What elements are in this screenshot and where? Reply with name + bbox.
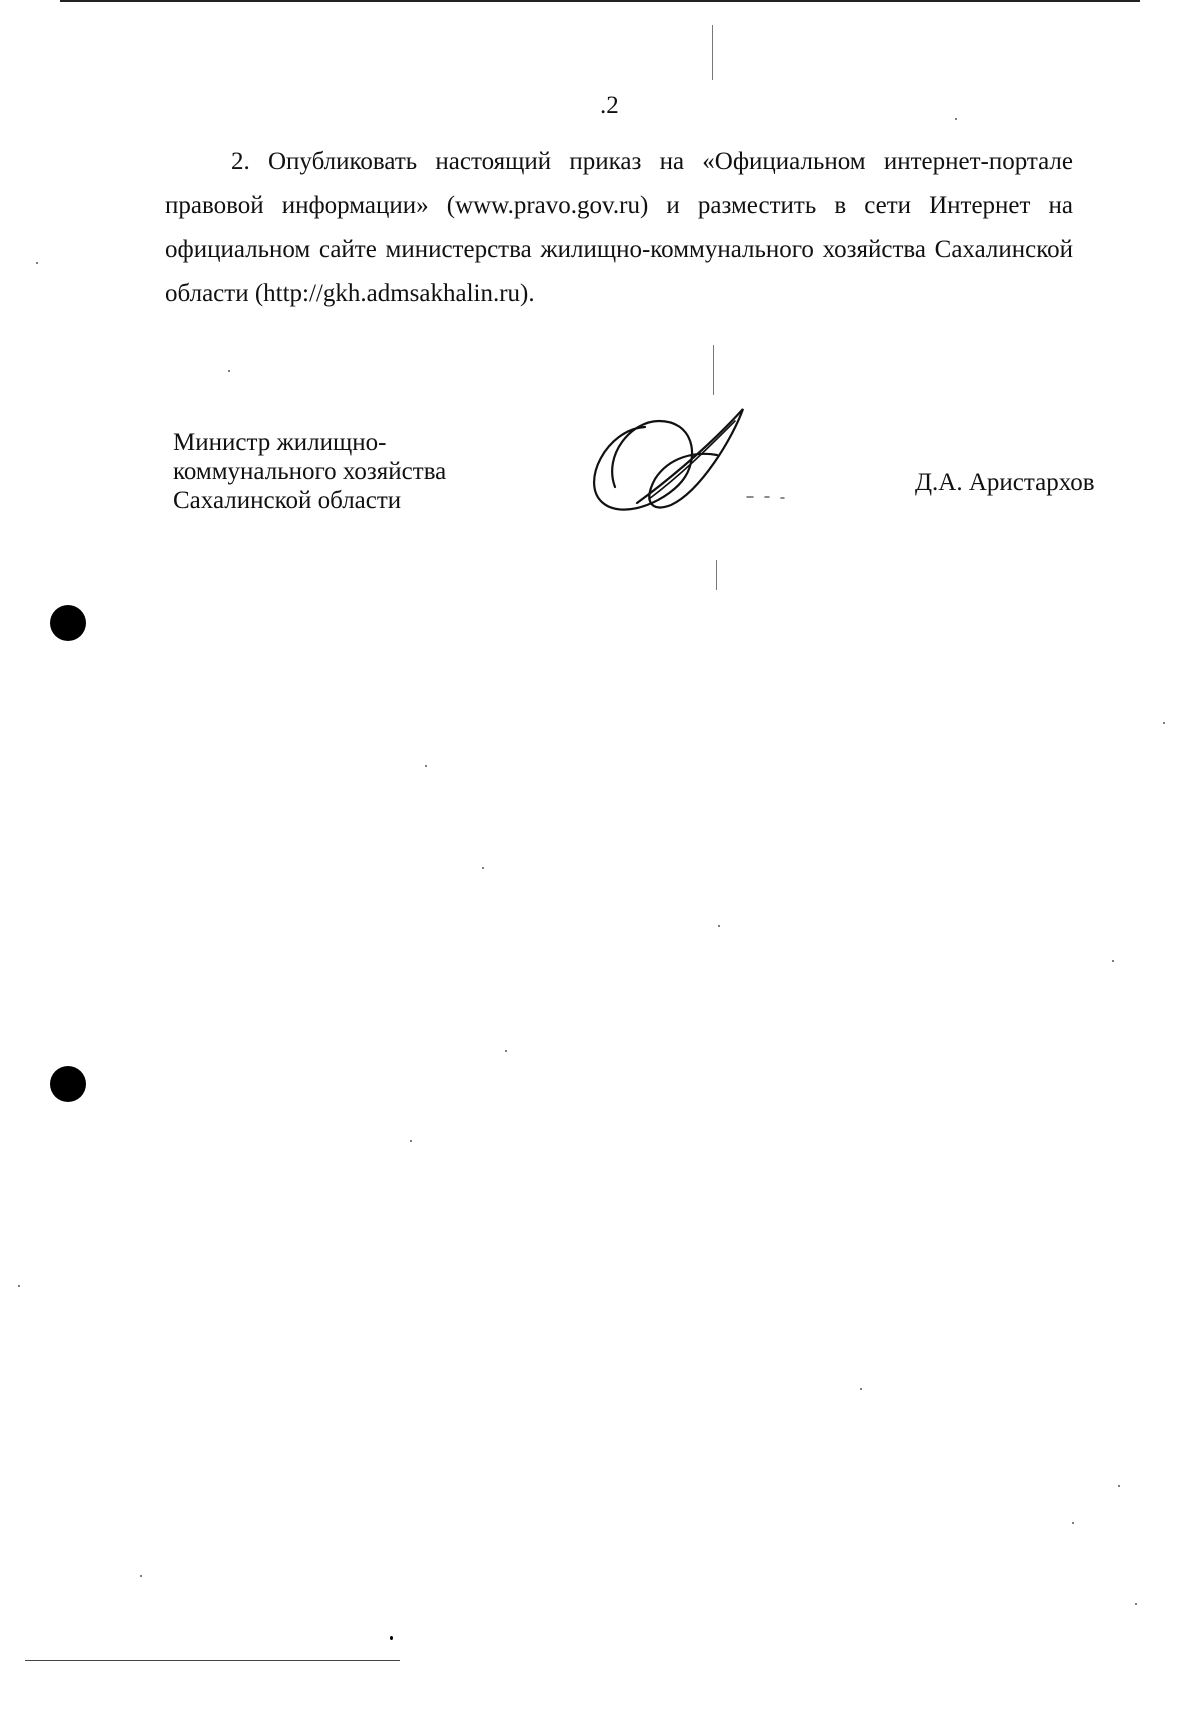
- scan-speck: [18, 1285, 20, 1287]
- scan-speck: [718, 925, 720, 927]
- scan-speck: [1135, 1603, 1137, 1605]
- scan-speck: [36, 262, 38, 264]
- scan-speck: [425, 765, 427, 767]
- bottom-scan-line: [25, 1660, 400, 1661]
- punch-hole-lower: [50, 1066, 86, 1102]
- handwritten-signature: [585, 395, 795, 525]
- signatory-position: [173, 428, 446, 515]
- scan-speck: [1163, 722, 1165, 724]
- punch-hole-upper: [50, 605, 86, 641]
- scan-speck: [955, 118, 957, 120]
- scan-speck: [505, 1050, 507, 1052]
- top-scan-line: [60, 0, 1140, 2]
- scan-speck: [1118, 1485, 1120, 1487]
- signatory-name: Д.А. Аристархов: [915, 469, 1095, 496]
- scan-speck: [1072, 1522, 1074, 1524]
- fold-mark-lower: [716, 560, 717, 590]
- fold-mark-middle: [713, 345, 714, 395]
- position-line: Министр жилищно-: [173, 429, 387, 456]
- position-line: коммунального хозяйства: [173, 458, 447, 485]
- scan-speck: [860, 1388, 862, 1390]
- fold-mark-top: [712, 25, 713, 80]
- scan-speck: [482, 867, 484, 869]
- publication-paragraph: 2. Опубликовать настоящий приказ на «Официальном интернет-портале правовой информации» (www.pravo.gov.ru) и разместить в сети Интернет на официальном сайте министерства жилищно-коммунального хозяйства Сахалинской области (http://gkh.admsakhalin.ru).: [165, 148, 1073, 307]
- scan-speck: [228, 370, 230, 372]
- scan-speck: [410, 1140, 412, 1142]
- page-number: .2: [600, 92, 619, 119]
- position-line: Сахалинской области: [173, 487, 402, 514]
- scan-speck: [1112, 960, 1114, 962]
- scan-speck: [390, 1636, 393, 1640]
- scan-speck: [140, 1575, 142, 1577]
